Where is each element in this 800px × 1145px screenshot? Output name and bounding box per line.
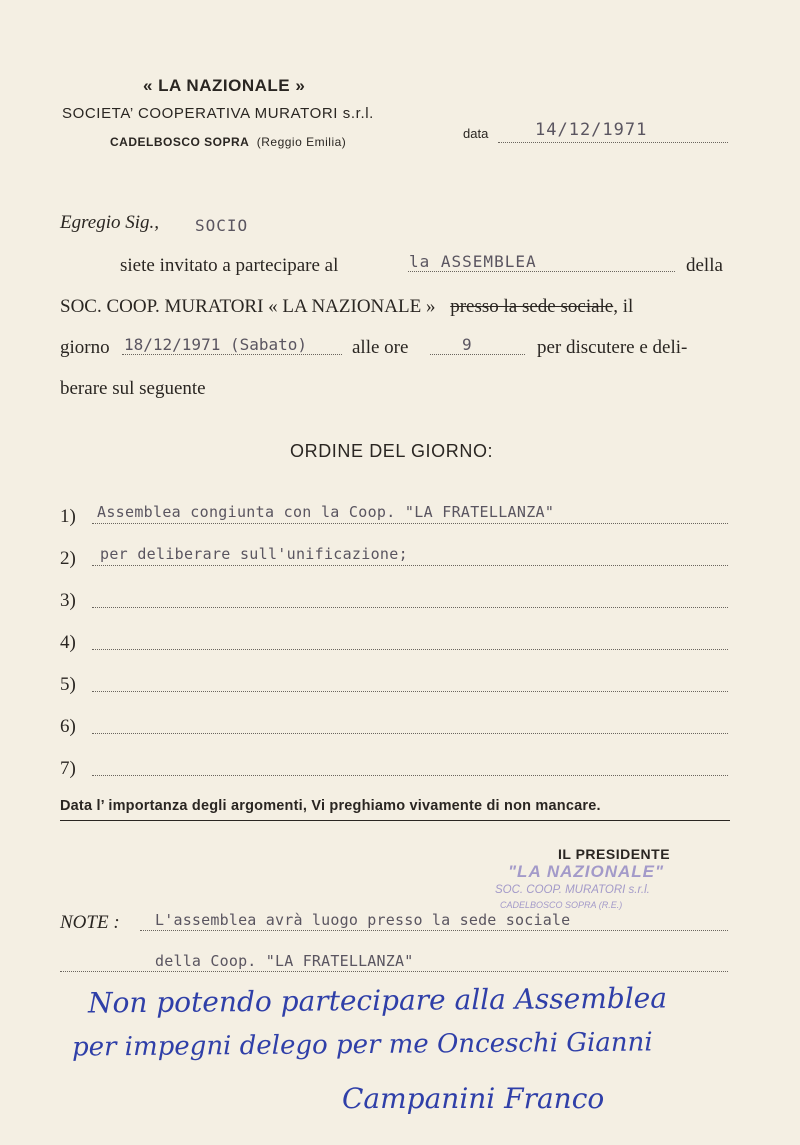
notes-line-1: L'assemblea avrà luogo presso la sede sociale — [155, 911, 571, 929]
notes-line-2: della Coop. "LA FRATELLANZA" — [155, 952, 414, 970]
agenda-item-text: per deliberare sull'unificazione; — [100, 545, 408, 563]
company-subtitle: SOCIETA’ COOPERATIVA MURATORI s.r.l. — [62, 105, 374, 122]
il-text: , il — [613, 296, 634, 317]
notes-dotline-1 — [140, 930, 728, 931]
agenda-item-number: 7) — [60, 758, 76, 779]
agenda-item-number: 3) — [60, 590, 76, 611]
date-dotline — [498, 142, 728, 143]
stamp-line-3: CADELBOSCO SOPRA (R.E.) — [500, 900, 623, 910]
salutation: Egregio Sig., — [60, 212, 160, 233]
invite-dotline — [408, 271, 675, 272]
handwritten-line-2: per impegni delego per me Onceschi Gianni — [71, 1027, 653, 1063]
divider — [60, 820, 730, 821]
company-location — [110, 135, 346, 149]
notes-dotline-2 — [60, 971, 728, 972]
agenda-item-dotline — [92, 607, 728, 608]
agenda-title: ORDINE DEL GIORNO: — [290, 441, 494, 461]
agenda-item-dotline — [92, 649, 728, 650]
agenda-item-number: 4) — [60, 632, 76, 653]
agenda-item-number: 5) — [60, 674, 76, 695]
giorno-label: giorno — [60, 337, 110, 358]
ore-value: 9 — [462, 335, 473, 354]
president-title: IL PRESIDENTE — [558, 846, 671, 862]
stamp-line-2: SOC. COOP. MURATORI s.r.l. — [495, 884, 650, 896]
agenda-item-dotline — [92, 733, 728, 734]
discutere-text: per discutere e deli- — [537, 337, 688, 358]
location-province: (Reggio Emilia) — [256, 135, 347, 149]
org-line-row — [60, 296, 633, 318]
ore-dotline — [430, 354, 525, 355]
agenda-item-dotline — [92, 565, 728, 566]
berare-text: berare sul seguente — [60, 378, 206, 399]
handwritten-signature: Campanini Franco — [342, 1082, 605, 1115]
invite-fill: la ASSEMBLEA — [409, 252, 537, 271]
stamp-line-1: "LA NAZIONALE" — [508, 862, 665, 881]
date-label: data — [463, 126, 489, 141]
agenda-item-dotline — [92, 691, 728, 692]
agenda-item-number: 2) — [60, 548, 76, 569]
agenda-item-number: 1) — [60, 506, 76, 527]
giorno-value: 18/12/1971 (Sabato) — [124, 335, 308, 354]
org-line: SOC. COOP. MURATORI « LA NAZIONALE » — [60, 296, 436, 317]
invite-text: siete invitato a partecipare al — [120, 255, 339, 276]
agenda-item-text: Assemblea congiunta con la Coop. "LA FRATELLANZA" — [97, 503, 555, 521]
agenda-item-dotline — [92, 523, 728, 524]
agenda-item-number: 6) — [60, 716, 76, 737]
importance-note: Data l’ importanza degli argomenti, Vi preghiamo vivamente di non mancare. — [60, 798, 601, 814]
giorno-dotline — [122, 354, 342, 355]
recipient: SOCIO — [195, 216, 249, 235]
date-value: 14/12/1971 — [535, 120, 648, 140]
company-name: « LA NAZIONALE » — [143, 76, 306, 95]
handwritten-line-1: Non potendo partecipare alla Assemblea — [87, 981, 668, 1020]
alle-ore-label: alle ore — [352, 337, 409, 358]
della-text: della — [686, 255, 723, 276]
agenda-item-dotline — [92, 775, 728, 776]
location-town: CADELBOSCO SOPRA — [110, 135, 249, 149]
notes-label: NOTE : — [60, 912, 120, 933]
struck-text: presso la sede sociale — [450, 296, 614, 317]
